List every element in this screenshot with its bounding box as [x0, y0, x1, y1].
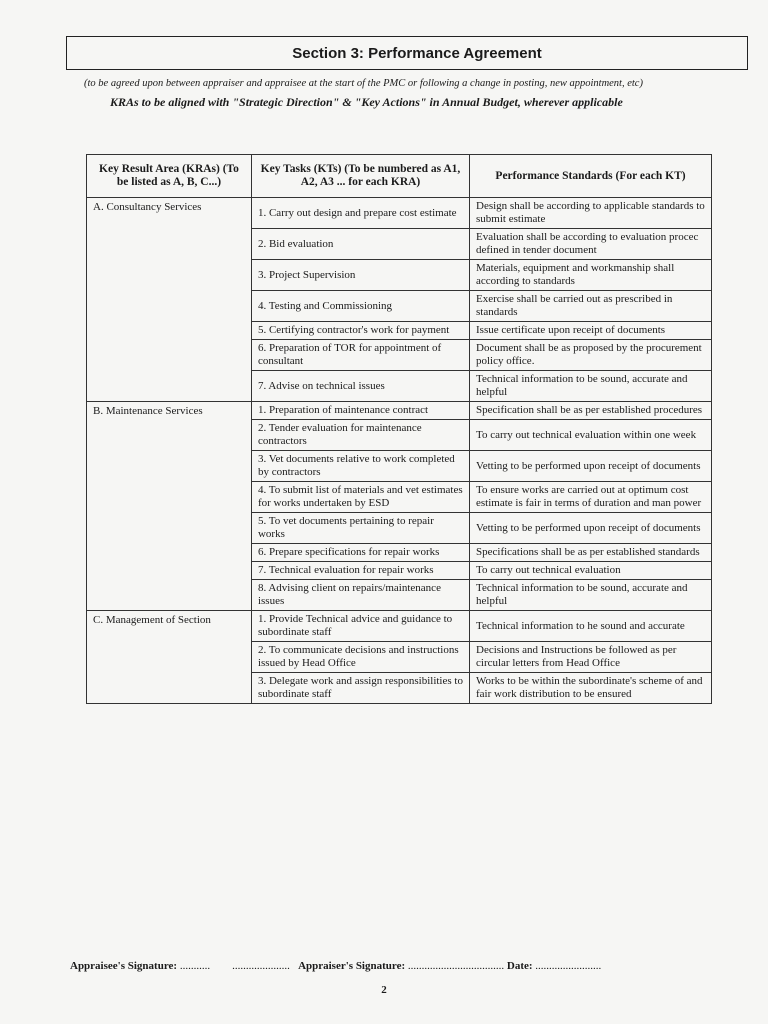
page-number: 2 — [381, 984, 387, 996]
performance-standard-cell: Vetting to be performed upon receipt of documents — [470, 451, 712, 482]
appraiser-signature-field[interactable]: ................................... — [407, 960, 505, 972]
performance-standard-cell: Decisions and Instructions be followed as per circular letters from Head Office — [470, 642, 712, 673]
key-task-cell: 7. Technical evaluation for repair works — [251, 562, 469, 580]
performance-standard-cell: Vetting to be performed upon receipt of documents — [470, 513, 712, 544]
appraiser-signature-label: Appraiser's Signature: — [298, 960, 406, 972]
performance-standard-cell: Issue certificate upon receipt of documents — [470, 322, 712, 340]
performance-standard-cell: Technical information to be sound, accurate and helpful — [470, 580, 712, 611]
performance-standard-cell: Technical information to he sound and accurate — [470, 611, 712, 642]
performance-standard-cell: To carry out technical evaluation within one week — [470, 420, 712, 451]
performance-standard-cell: Exercise shall be carried out as prescribed in standards — [470, 291, 712, 322]
appraisee-signature-label: Appraisee's Signature: — [70, 960, 178, 972]
table-row — [87, 402, 712, 420]
key-task-cell: 4. To submit list of materials and vet estimates for works undertaken by ESD — [251, 482, 469, 513]
performance-standard-cell: Evaluation shall be according to evaluation procec defined in tender document — [470, 229, 712, 260]
performance-standard-cell: Specifications shall be as per established standards — [470, 544, 712, 562]
appraisee-signature-field[interactable]: ........... ..................... — [179, 960, 290, 972]
header-performance-standards: Performance Standards (For each KT) — [470, 155, 712, 198]
key-task-cell: 3. Vet documents relative to work completed by contractors — [251, 451, 469, 482]
key-task-cell: 2. To communicate decisions and instructions issued by Head Office — [251, 642, 469, 673]
key-task-cell: 2. Tender evaluation for maintenance contractors — [251, 420, 469, 451]
kra-cell: B. Maintenance Services — [87, 402, 252, 611]
key-task-cell: 5. Certifying contractor's work for payment — [251, 322, 469, 340]
performance-standard-cell: Specification shall be as per established procedures — [470, 402, 712, 420]
key-task-cell: 1. Preparation of maintenance contract — [251, 402, 469, 420]
performance-standard-cell: To ensure works are carried out at optimum cost estimate is fair in terms of duration and man power — [470, 482, 712, 513]
section-title-box — [66, 36, 748, 70]
signature-line — [70, 960, 750, 972]
key-task-cell: 6. Prepare specifications for repair works — [251, 544, 469, 562]
key-task-cell: 3. Delegate work and assign responsibilities to subordinate staff — [251, 673, 469, 704]
key-task-cell: 6. Preparation of TOR for appointment of consultant — [251, 340, 469, 371]
header-key-tasks: Key Tasks (KTs) (To be numbered as A1, A2, A3 ... for each KRA) — [251, 155, 469, 198]
key-task-cell: 5. To vet documents pertaining to repair works — [251, 513, 469, 544]
performance-standard-cell: Materials, equipment and workmanship shall according to standards — [470, 260, 712, 291]
table-body — [87, 198, 712, 704]
table-header-row — [87, 155, 712, 198]
date-field[interactable]: ........................ — [535, 960, 602, 972]
key-task-cell: 1. Provide Technical advice and guidance to subordinate staff — [251, 611, 469, 642]
kra-cell: A. Consultancy Services — [87, 198, 252, 402]
key-task-cell: 8. Advising client on repairs/maintenance issues — [251, 580, 469, 611]
section-title: Section 3: Performance Agreement — [292, 44, 542, 62]
kra-cell: C. Management of Section — [87, 611, 252, 704]
table-row — [87, 198, 712, 229]
alignment-note: KRAs to be aligned with "Strategic Direction" & "Key Actions" in Annual Budget, wherever applicable — [110, 95, 623, 109]
key-task-cell: 3. Project Supervision — [251, 260, 469, 291]
performance-standard-cell: Technical information to be sound, accurate and helpful — [470, 371, 712, 402]
key-task-cell: 2. Bid evaluation — [251, 229, 469, 260]
key-task-cell: 1. Carry out design and prepare cost estimate — [251, 198, 469, 229]
agreement-note: (to be agreed upon between appraiser and appraisee at the start of the PMC or following a change in posting, new appointment, etc) — [84, 78, 643, 89]
header-kra: Key Result Area (KRAs) (To be listed as A, B, C...) — [87, 155, 252, 198]
date-label: Date: — [506, 960, 533, 972]
performance-agreement-table — [86, 154, 712, 704]
performance-standard-cell: Design shall be according to applicable standards to submit estimate — [470, 198, 712, 229]
key-task-cell: 7. Advise on technical issues — [251, 371, 469, 402]
key-task-cell: 4. Testing and Commissioning — [251, 291, 469, 322]
performance-standard-cell: Works to be within the subordinate's scheme of and fair work distribution to be ensured — [470, 673, 712, 704]
performance-standard-cell: Document shall be as proposed by the procurement policy office. — [470, 340, 712, 371]
table-row — [87, 611, 712, 642]
performance-standard-cell: To carry out technical evaluation — [470, 562, 712, 580]
